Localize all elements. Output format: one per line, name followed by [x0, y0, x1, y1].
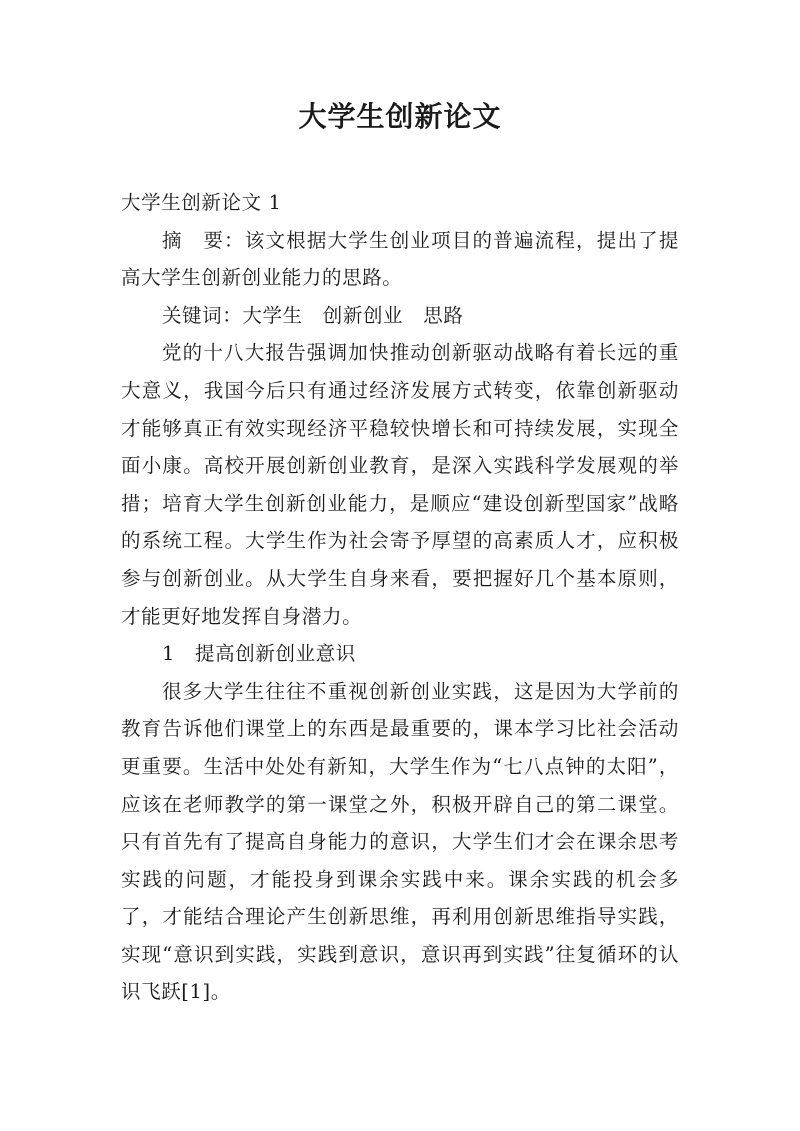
- abstract-paragraph: 摘 要：该文根据大学生创业项目的普遍流程，提出了提高大学生创新创业能力的思路。: [121, 228, 679, 290]
- subheading-1: 1 提高创新创业意识: [161, 642, 356, 666]
- document-title: 大学生创新论文: [298, 100, 502, 133]
- keywords-line: 关键词：大学生 创新创业 思路: [161, 303, 464, 327]
- section-heading: 大学生创新论文 1: [121, 191, 282, 214]
- body-paragraph-1: 很多大学生往往不重视创新创业实践，这是因为大学前的教育告诉他们课堂上的东西是最重要的，课本学习比社会活动更重要。生活中处处有新知，大学生作为“七八点钟的太阳”，应该在老师教学的第一课堂之外，积极开辟自己的第二课堂。只有首先有了提高自身能力的意识，大学生们才会在课余思考实践的问题，才能投身到课余实践中来。课余实践的机会多了，才能结合理论产生创新思维，再利用创新思维指导实践，实现“意识到实践，实践到意识，意识再到实践”往复循环的认识飞跃[1]。: [121, 679, 679, 1004]
- document-body: [121, 184, 679, 1011]
- intro-paragraph: 党的十八大报告强调加快推动创新驱动战略有着长远的重大意义，我国今后只有通过经济发展方式转变，依靠创新驱动才能够真正有效实现经济平稳较快增长和可持续发展，实现全面小康。高校开展创新创业教育，是深入实践科学发展观的举措；培育大学生创新创业能力，是顺应“建设创新型国家”战略的系统工程。大学生作为社会寄予厚望的高素质人才，应积极参与创新创业。从大学生自身来看，要把握好几个基本原则，才能更好地发挥自身潜力。: [121, 341, 679, 628]
